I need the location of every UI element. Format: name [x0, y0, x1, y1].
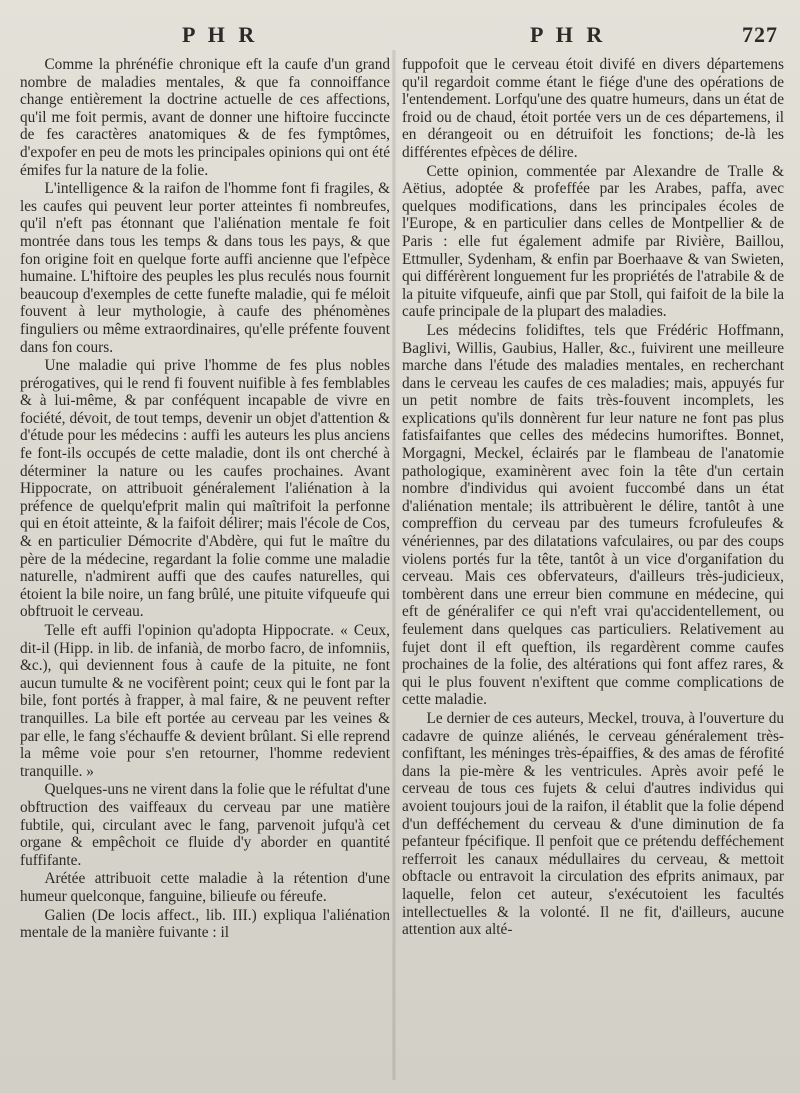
running-head — [0, 22, 800, 52]
paragraph: Telle eft auffi l'opinion qu'adopta Hippocrate. « Ceux, dit-il (Hipp. in lib. de infanià, de morbo facro, de infomniis, &c.), qui deviennent fous à caufe de la pituite, ne font aucun tumulte & ne vocifèrent point; ceux qui le font par la bile, font portés à frapper, à mal faire, & ne peuvent refter tranquilles. La bile eft portée au cerveau par les veines & par elle, le fang s'échauffe & devient brûlant. Si elle reprend la même voie pour s'en retourner, l'homme redevient tranquille. » — [20, 622, 390, 780]
column-gutter — [392, 50, 396, 1080]
page-number: 727 — [742, 22, 778, 47]
paragraph: Arétée attribuoit cette maladie à la rétention d'une humeur quelconque, fanguine, bilieufe ou féreufe. — [20, 870, 390, 905]
running-title-left: P H R — [182, 22, 259, 47]
left-column — [20, 56, 390, 1086]
paragraph: Comme la phrénéfie chronique eft la caufe d'un grand nombre de maladies mentales, & que fa connoiffance change entièrement la doctrine actuelle de ces affections, qu'il me foit permis, avant de donner une hiftoire fuccincte de fes caractères anatomiques & de fes fymptômes, d'expofer en peu de mots les principales opinions qui ont été émifes fur la nature de la folie. — [20, 56, 390, 179]
paragraph: Les médecins folidiftes, tels que Frédéric Hoffmann, Baglivi, Willis, Gaubius, Haller, &c., fuivirent une meilleure marche dans l'étude des maladies mentales, en recherchant dans le cerveau les caufes de ces maladies; mais, appuyés fur un petit nombre de faits très-fouvent incomplets, les explications qu'ils donnèrent fur leur nature ne font pas plus fatisfaifantes que celles des médecins humoriftes. Bonnet, Morgagni, Meckel, éclairés par le flambeau de l'anatomie pathologique, examinèrent avec foin la tête d'un certain nombre d'individus qui avoient fuccombé dans un état d'aliénation mentale; ils attribuèrent le délire, tantôt à une compreffion du cerveau par des tumeurs fcrofuleufes & vénériennes, par des dilatations vafculaires, ou par des coups violens portés fur la tête, tantôt à un vice d'organifation du cerveau. Mais ces obfervateurs, d'ailleurs très-judicieux, tombèrent dans une erreur bien commune en médecine, qui eft de généralifer ce qui n'eft vrai qu'accidentellement, ou feulement dans quelques cas particuliers. Relativement au fujet dont il eft queftion, ils regardèrent comme caufes prochaines de la folie, des altérations qui font affez rares, & qui le plus fouvent n'exiftent que comme complications de cette maladie. — [402, 321, 784, 709]
paragraph: Le dernier de ces auteurs, Meckel, trouva, à l'ouverture du cadavre de quinze aliénés, le cerveau généralement très-confiftant, les méninges très-épaiffies, & des amas de férofité dans la pie-mère & les ventricules. Après avoir pefé le cerveau de tous ces fujets & celui d'autres individus qui avoient toujours joui de la raifon, il établit que la folie dépend d'un defféchement du cerveau & d'une diminution de fa pefanteur fpécifique. Il penfoit que ce prétendu defféchement refferroit les canaux médullaires du cerveau, & mettoit obftacle ou entravoit la circulation des efprits animaux, par laquelle, felon cet auteur, s'exécutoient les facultés intellectuelles & la volonté. Il ne fit, d'ailleurs, aucune attention aux alté- — [402, 709, 784, 939]
right-column — [402, 56, 784, 1086]
paragraph: Quelques-uns ne virent dans la folie que le réfultat d'une obftruction des vaiffeaux du cerveau par une matière fubtile, qui, circulant avec le fang, parvenoit jufqu'à cet organe & empêchoit ce fluide d'y aborder en quantité fuffifante. — [20, 781, 390, 869]
paragraph: Galien (De locis affect., lib. III.) expliqua l'aliénation mentale de la manière fuivante : il — [20, 906, 390, 942]
paragraph: Cette opinion, commentée par Alexandre de Tralle & Aëtius, adoptée & profeffée par les Arabes, paffa, avec quelques modifications, dans les principales écoles de l'Europe, & en particulier dans celles de Montpellier & de Paris : elle fut également admife par Rivière, Baillou, Ettmuller, Sydenham, & enfin par Boerhaave & van Swieten, qui différèrent longuement fur les propriétés de l'atrabile & de la pituite vifqueufe, ainfi que par Stoll, qui faifoit de la bile la caufe principale de la plupart des maladies. — [402, 162, 784, 321]
paragraph: L'intelligence & la raifon de l'homme font fi fragiles, & les caufes qui peuvent leur porter atteintes fi nombreufes, qu'il n'eft pas étonnant que l'aliénation mentale fe foit montrée dans tous les temps & dans tous les pays, & que fon origine foit en quelque forte auffi ancienne que l'efpèce humaine. L'hiftoire des peuples les plus reculés nous fournit beaucoup d'exemples de cette funefte maladie, qui fe méloit fouvent à leur mythologie, à caufe des phénomènes finguliers ou même extraordinaires, qu'elle préfente fouvent dans fon cours. — [20, 180, 390, 356]
paragraph: Une maladie qui prive l'homme de fes plus nobles prérogatives, qui le rend fi fouvent nuifible à fes femblables & à lui-même, & par conféquent incapable de vivre en fociété, dévoit, de tout temps, devenir un objet d'attention & d'étude pour les médecins : auffi les auteurs les plus anciens fe font-ils occupés de cette maladie, dont ils ont cherché à déterminer la nature ou les caufes prochaines. Avant Hippocrate, on attribuoit généralement l'aliénation à la préfence de quelqu'efprit malin qui maîtrifoit la perfonne qui en étoit atteinte, & la faifoit délirer; mais l'école de Cos, & en particulier Démocrite d'Abdère, qui fut le maître du père de la médecine, regardant la folie comme une maladie naturelle, n'admirent auffi que des caufes naturelles, qui étoient la bile noire, un fang brûlé, une pituite vifqueufe qui obftruoit le cerveau. — [20, 357, 390, 621]
running-title-right: P H R — [530, 22, 607, 47]
paragraph: fuppofoit que le cerveau étoit divifé en divers départemens qu'il regardoit comme étant le fiége d'une des opérations de l'entendement. Lorfqu'une des quatre humeurs, dans un état de froid ou de chaud, étoit portée vers un de ces départemens, il en dérangeoit ou en détruifoit les fonctions; de-là les différentes efpèces de délire. — [402, 56, 784, 161]
